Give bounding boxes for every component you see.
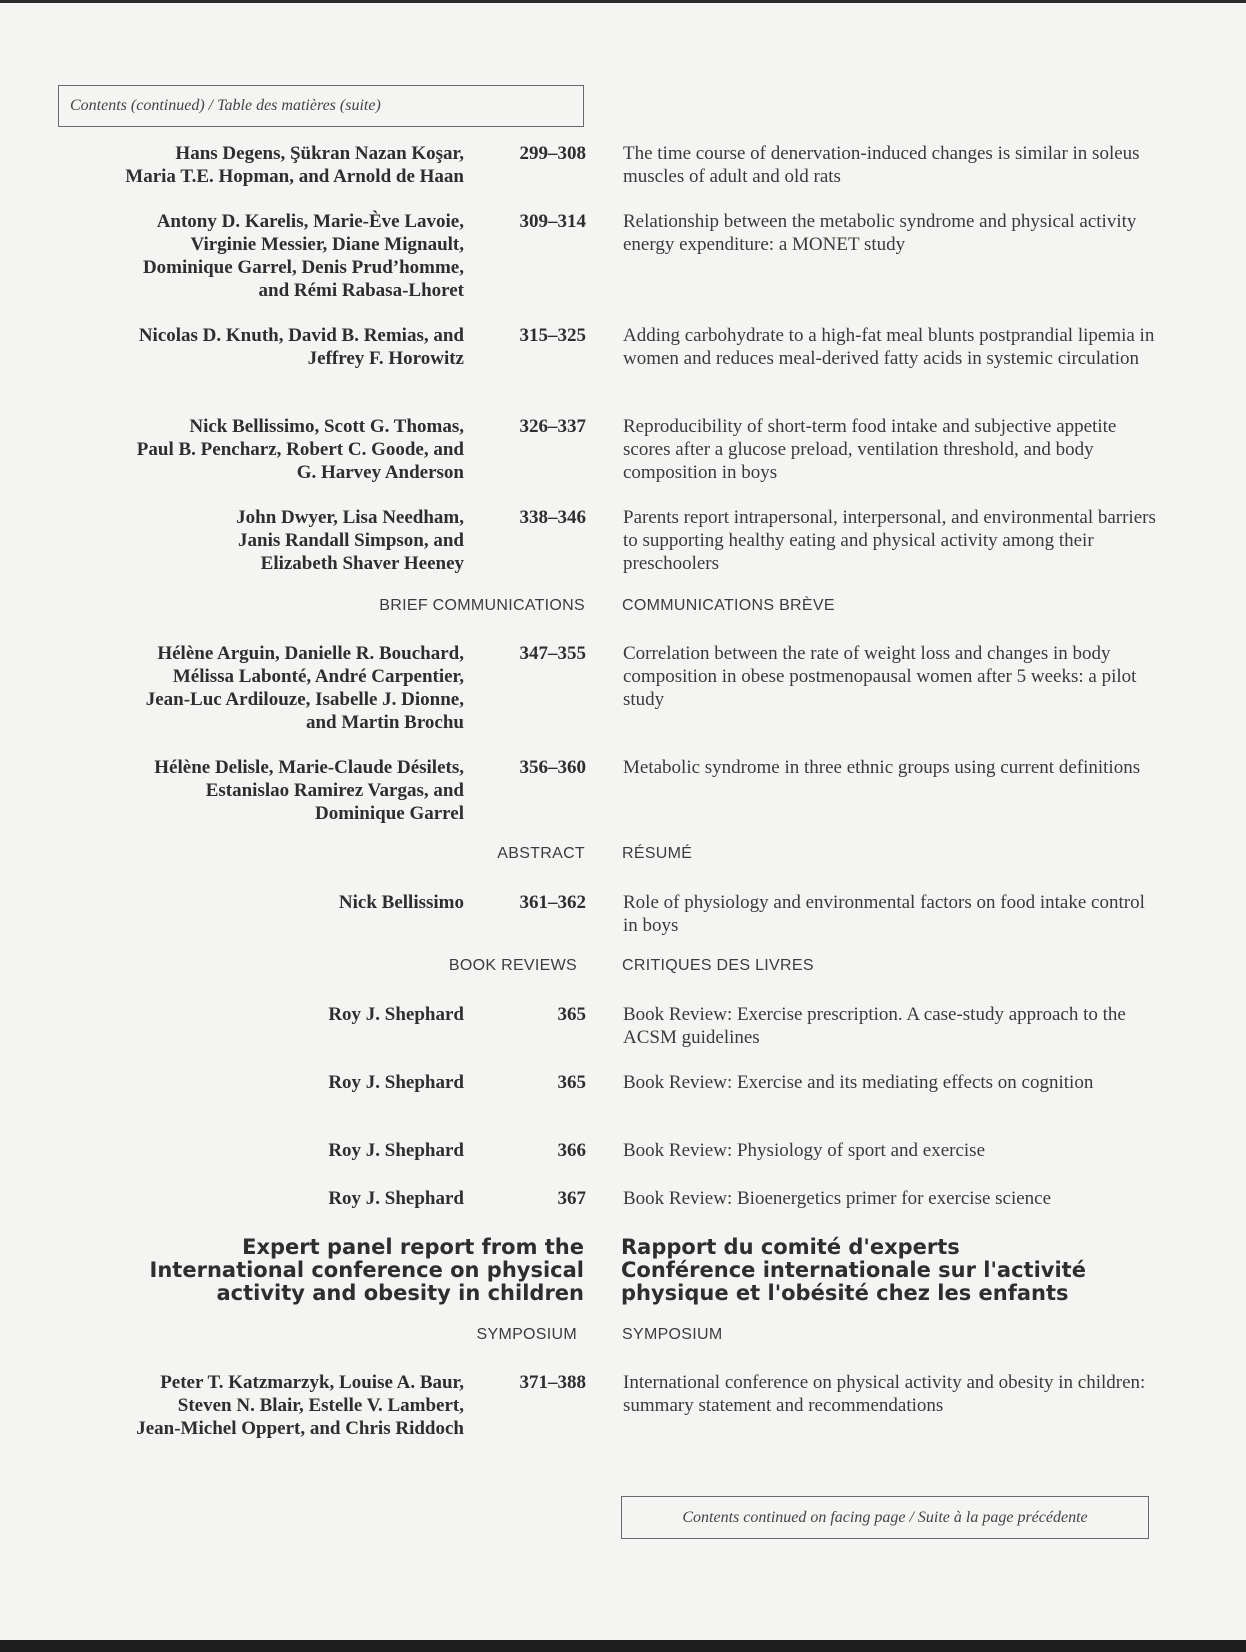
entry-authors: Antony D. Karelis, Marie-Ève Lavoie, Virginie Messier, Diane Mignault, Dominique Garrel, Denis Prud’homme, and Rémi Rabasa-Lhoret [142,211,464,301]
entry-title: Role of physiology and environmental factors on food intake control in boys [623,892,1145,936]
section-heading-en: SYMPOSIUM [476,1326,577,1343]
entry-authors: Peter T. Katzmarzyk, Louise A. Baur, Steven N. Blair, Estelle V. Lambert, Jean-Michel Oppert, and Chris Riddoch [136,1372,464,1439]
entry-authors: Roy J. Shephard [328,1140,464,1161]
entry-title: Relationship between the metabolic syndrome and physical activity energy expenditure: a MONET study [623,211,1137,255]
entry-pages: 371–388 [519,1372,586,1393]
entry-pages: 299–308 [519,143,586,164]
entry-title: Metabolic syndrome in three ethnic groups using current definitions [623,757,1141,778]
entry-title: Adding carbohydrate to a high-fat meal blunts postprandial lipemia in women and reduces meal-derived fatty acids in systemic circulation [623,325,1155,369]
section-heading-en: BOOK REVIEWS [448,957,577,974]
entry-authors: Nick Bellissimo, Scott G. Thomas, Paul B. Pencharz, Robert C. Goode, and G. Harvey Anderson [136,416,464,483]
section-heading-fr: COMMUNICATIONS BRÈVE [622,597,835,614]
section-heading-en: ABSTRACT [497,845,585,862]
entry-pages: 365 [557,1004,586,1025]
entry-authors: Roy J. Shephard [328,1188,464,1209]
entry-authors: Nick Bellissimo [338,892,464,913]
entry-title: Book Review: Exercise and its mediating effects on cognition [623,1072,1094,1093]
expert-panel-heading-fr: Rapport du comité d'experts Conférence internationale sur l'activité physique et l'obésité chez les enfants [621,1235,1086,1305]
entry-pages: 315–325 [519,325,586,346]
entry-pages: 367 [557,1188,586,1209]
section-heading-fr: SYMPOSIUM [622,1326,723,1343]
section-heading-fr: CRITIQUES DES LIVRES [622,957,814,974]
entry-authors: Nicolas D. Knuth, David B. Remias, and Jeffrey F. Horowitz [138,325,464,369]
entry-title: Book Review: Physiology of sport and exercise [623,1140,986,1161]
entry-title: International conference on physical activity and obesity in children: summary statement and recommendations [623,1372,1146,1416]
contents-footer: Contents continued on facing page / Suite à la page précédente [621,1496,1149,1539]
entry-title: Correlation between the rate of weight loss and changes in body composition in obese postmenopausal women after 5 weeks: a pilot study [623,643,1137,710]
entry-pages: 309–314 [519,211,586,232]
page-edge-bottom [0,1640,1246,1652]
page-edge-top [0,0,1246,3]
entry-title: Parents report intrapersonal, interpersonal, and environmental barriers to supporting healthy eating and physical activity among their preschoolers [623,507,1156,574]
entry-authors: John Dwyer, Lisa Needham, Janis Randall Simpson, and Elizabeth Shaver Heeney [236,507,464,574]
entry-pages: 347–355 [519,643,586,664]
entry-authors: Roy J. Shephard [328,1072,464,1093]
entry-pages: 365 [557,1072,586,1093]
entry-title: Reproducibility of short-term food intake and subjective appetite scores after a glucose preload, ventilation threshold, and body composition in boys [623,416,1117,483]
expert-panel-heading-en: Expert panel report from the International conference on physical activity and obesity in children [149,1235,584,1305]
entry-authors: Hélène Arguin, Danielle R. Bouchard, Mélissa Labonté, André Carpentier, Jean-Luc Ardilouze, Isabelle J. Dionne, and Martin Brochu [145,643,464,733]
contents-header: Contents (continued) / Table des matières (suite) [58,85,584,127]
entry-authors: Roy J. Shephard [328,1004,464,1025]
entry-authors: Hélène Delisle, Marie-Claude Désilets, Estanislao Ramirez Vargas, and Dominique Garrel [154,757,464,824]
entry-pages: 326–337 [519,416,586,437]
entry-pages: 361–362 [519,892,586,913]
entry-pages: 366 [557,1140,586,1161]
entry-pages: 338–346 [519,507,586,528]
section-heading-fr: RÉSUMÉ [622,845,693,862]
entry-title: The time course of denervation-induced changes is similar in soleus muscles of adult and old rats [623,143,1140,187]
section-heading-en: BRIEF COMMUNICATIONS [379,597,585,614]
entry-authors: Hans Degens, Şükran Nazan Koşar, Maria T.E. Hopman, and Arnold de Haan [125,143,464,187]
entry-title: Book Review: Exercise prescription. A case-study approach to the ACSM guidelines [623,1004,1126,1048]
entry-title: Book Review: Bioenergetics primer for exercise science [623,1188,1052,1209]
entry-pages: 356–360 [519,757,586,778]
